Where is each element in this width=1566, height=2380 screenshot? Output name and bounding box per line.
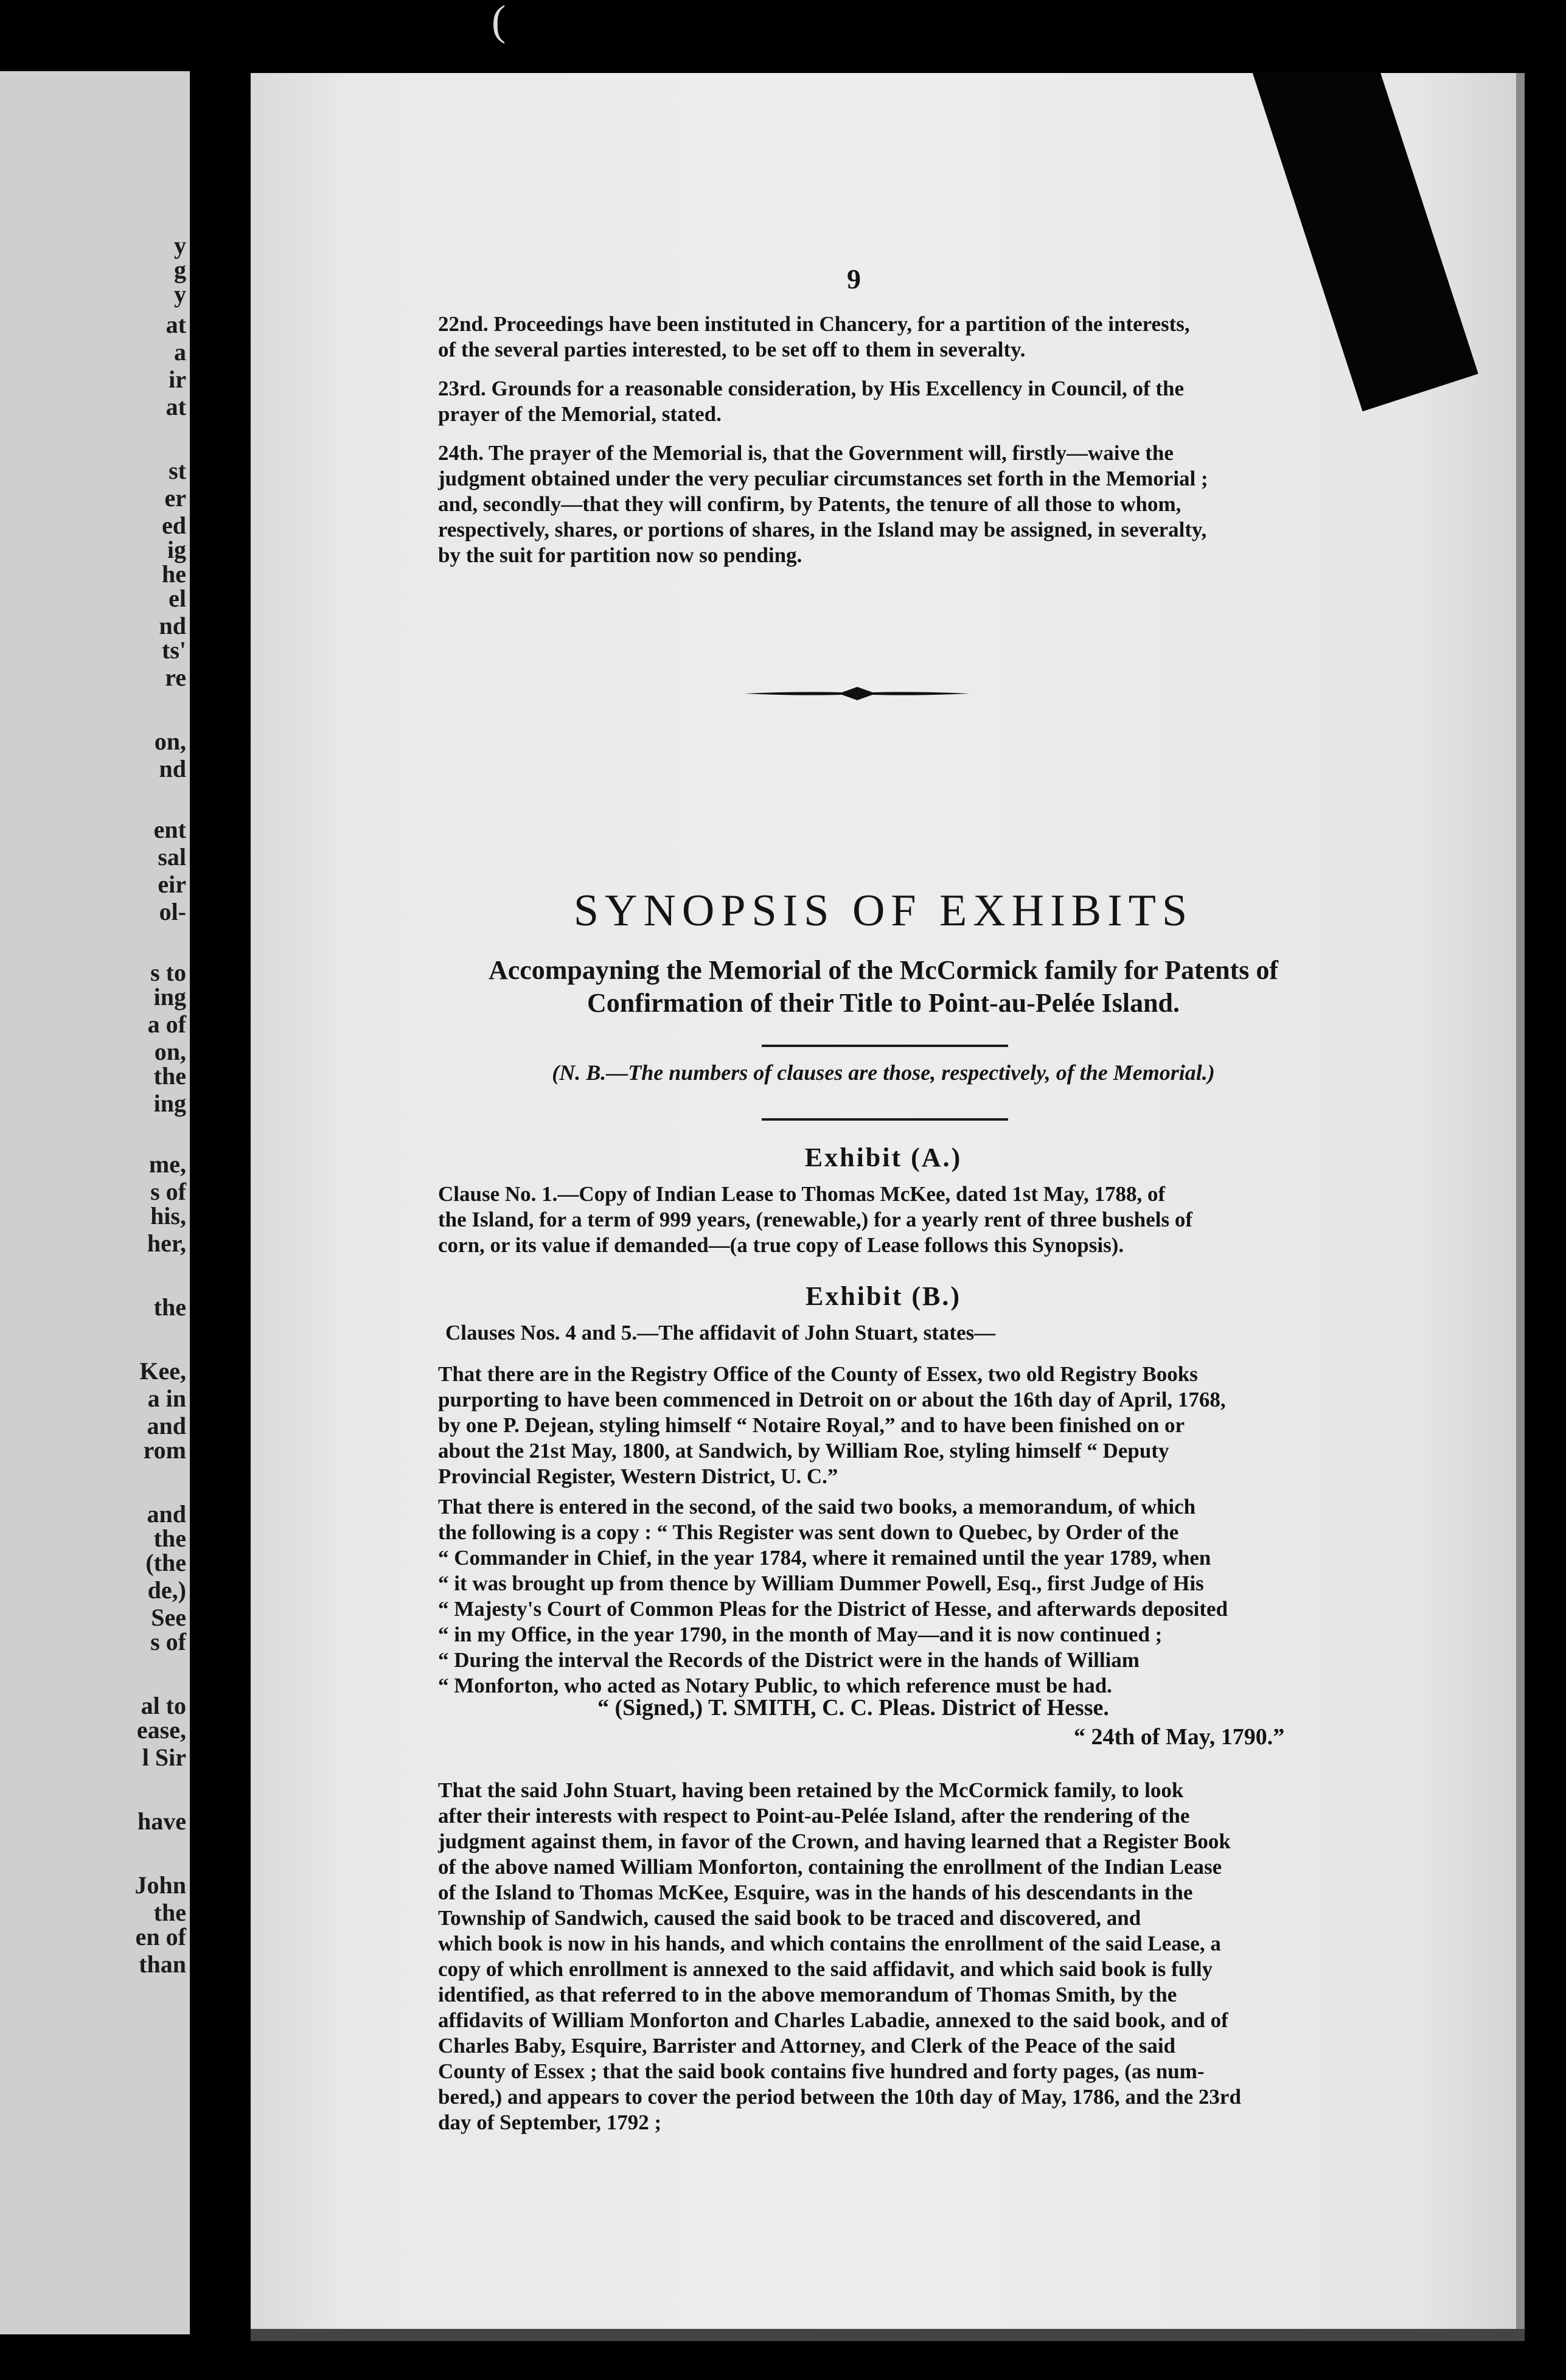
left-page-fragment: his,	[150, 1202, 186, 1230]
left-page-fragment: at	[165, 393, 186, 420]
left-page-fragment: ed	[162, 512, 186, 539]
margin-bracket-mark: (	[492, 0, 506, 44]
left-page-fragment: than	[139, 1950, 186, 1978]
left-page-fragment: st	[169, 457, 186, 484]
left-page-fragment: al to	[141, 1692, 186, 1719]
left-page-fragment: a of	[147, 1011, 186, 1038]
ornamental-divider	[745, 684, 970, 703]
exhibit-b-paragraph-2: That there is entered in the second, of the said two books, a memorandum, of which the following is a copy : “ This Register was sent down to Quebec, by Order of the “ Commander in Chief, in the year 1784, where it remained until the year 1789, when “ it was brought up from thence by William Dummer Powell, Esq., first Judge of His “ Majesty's Court of Common Pleas for the District of Hesse, and afterwards deposited “ in my Office, in the year 1790, in the month of May—and it is now continued ; “ During the interval the Records of the District were in the hands of William “ Monforton, who acted as Notary Public, to which reference must be had.	[438, 1495, 1228, 1697]
left-page-fragment: on,	[154, 1038, 186, 1065]
left-page-fragment: el	[169, 585, 186, 612]
left-page-fragment: (the	[145, 1549, 186, 1576]
exhibit-b-clauses: Clauses Nos. 4 and 5.—The affidavit of John Stuart, states—	[445, 1321, 996, 1345]
left-page-fragment: g	[174, 256, 186, 284]
left-page-fragment: John	[134, 1871, 186, 1899]
left-page-fragment: de,)	[147, 1576, 186, 1604]
left-page-fragment: ease,	[136, 1716, 186, 1744]
signature-line: “ (Signed,) T. SMITH, C. C. Pleas. District of Hesse.	[597, 1695, 1109, 1721]
left-page-fragment: eir	[158, 871, 186, 898]
left-page-fragment: ig	[167, 536, 186, 563]
paragraph-24th: 24th. The prayer of the Memorial is, that the Government will, firstly—waive the judgment obtained under the very peculiar circumstances set forth in the Memorial ; and, secondly—that they will confirm, by Patents, the tenure of all those to whom, respectively, shares, or portions of shares, in the Island may be assigned, in severalty, by the suit for partition now so pending.	[438, 441, 1208, 567]
left-page-fragment: s to	[150, 959, 186, 986]
left-page-fragment: he	[162, 560, 186, 588]
left-page-fragment: sal	[158, 843, 186, 871]
left-page-fragment: y	[174, 280, 186, 308]
left-page-fragment: rom	[143, 1436, 186, 1464]
left-page-fragment: and	[147, 1500, 186, 1528]
left-page-fragment: the	[153, 1899, 186, 1926]
left-page-fragment: See	[151, 1604, 186, 1631]
exhibit-b-heading: Exhibit (B.)	[805, 1281, 962, 1311]
exhibit-b-paragraph-1: That there are in the Registry Office of the County of Essex, two old Registry Books purporting to have been commenced in Detroit on or about the 16th day of April, 1768, by one P. Dejean, styling himself “ Notaire Royal,” and to have been finished on or about the 21st May, 1800, at Sandwich, by William Roe, styling himself “ Deputy Provincial Register, Western District, U. C.”	[438, 1362, 1226, 1488]
left-page-fragment: nd	[159, 612, 186, 639]
synopsis-subtitle: Accompayning the Memorial of the McCormick family for Patents of Confirmation of their Title to Point-au-Pelée Island.	[488, 955, 1279, 1018]
left-page-fragment: ing	[153, 983, 186, 1011]
left-page-fragment: s of	[150, 1628, 186, 1655]
left-page-fragment: me,	[148, 1150, 186, 1178]
synopsis-title: SYNOPSIS OF EXHIBITS	[573, 886, 1194, 936]
signature-date: “ 24th of May, 1790.”	[1074, 1724, 1285, 1750]
paragraph-22nd: 22nd. Proceedings have been instituted in Chancery, for a partition of the interests, of the several parties interested, to be set off to them in severalty.	[438, 312, 1190, 361]
left-page-fragment: re	[165, 664, 186, 691]
left-page-fragment: ts'	[162, 636, 186, 664]
left-page-edge	[0, 71, 190, 2334]
left-page-fragment: on,	[154, 728, 186, 755]
document-page	[251, 73, 1516, 2329]
left-page-fragment: and	[147, 1412, 186, 1439]
rule-lower	[762, 1118, 1008, 1121]
left-page-fragment: ol-	[159, 898, 186, 925]
left-page-fragment: l Sir	[142, 1744, 186, 1771]
exhibit-a-text: Clause No. 1.—Copy of Indian Lease to Thomas McKee, dated 1st May, 1788, of the Island, for a term of 999 years, (renewable,) for a yearly rent of three bushels of corn, or its value if demanded—(a true copy of Lease follows this Synopsis).	[438, 1182, 1193, 1257]
rule-upper	[762, 1045, 1008, 1047]
left-page-fragment: y	[174, 232, 186, 259]
left-page-fragment: ent	[153, 816, 186, 843]
left-page-fragment: er	[164, 484, 186, 512]
exhibit-a-heading: Exhibit (A.)	[804, 1143, 962, 1172]
left-page-fragment: have	[137, 1808, 186, 1835]
left-page-fragment: en of	[135, 1923, 186, 1950]
left-page-fragment: the	[153, 1062, 186, 1090]
left-page-fragment: the	[153, 1525, 186, 1552]
left-page-fragment: Kee,	[139, 1357, 186, 1385]
nb-note: (N. B.—The numbers of clauses are those, respectively, of the Memorial.)	[552, 1060, 1215, 1085]
left-page-fragment: the	[153, 1293, 186, 1321]
left-page-fragment: a in	[147, 1385, 186, 1412]
page-bottom-edge	[251, 2329, 1525, 2341]
page-number: 9	[847, 263, 861, 294]
page-right-edge	[1516, 73, 1525, 2329]
left-page-fragment: s of	[150, 1178, 186, 1205]
exhibit-b-paragraph-3: That the said John Stuart, having been retained by the McCormick family, to look after their interests with respect to Point-au-Pelée Island, after the rendering of the judgment against them, in favor of the Crown, and having learned that a Register Book of the above named William Monforton, containing the enrollment of the Indian Lease of the Island to Thomas McKee, Esquire, was in the hands of his descendants in the Township of Sandwich, caused the said book to be traced and discovered, and which book is now in his hands, and which contains the enrollment of the said Lease, a copy of which enrollment is annexed to the said affidavit, and which said book is fully identified, as that referred to in the above memorandum of Thomas Smith, by the affidavits of William Monforton and Charles Labadie, annexed to the said book, and of Charles Baby, Esquire, Barrister and Attorney, and Clerk of the Peace of the said County of Essex ; that the said book contains five hundred and forty pages, (as num- bered,) and appears to cover the period between the 10th day of May, 1786, and the 23rd day of September, 1792 ;	[438, 1778, 1241, 2134]
left-page-fragment: ir	[169, 366, 186, 393]
left-page-fragment: ing	[153, 1090, 186, 1117]
left-page-fragment: at	[165, 311, 186, 338]
left-page-fragment: nd	[159, 755, 186, 782]
left-page-fragment: her,	[147, 1230, 186, 1257]
paragraph-23rd: 23rd. Grounds for a reasonable consideration, by His Excellency in Council, of the prayer of the Memorial, stated.	[438, 377, 1185, 426]
left-page-fragment: a	[174, 338, 186, 366]
